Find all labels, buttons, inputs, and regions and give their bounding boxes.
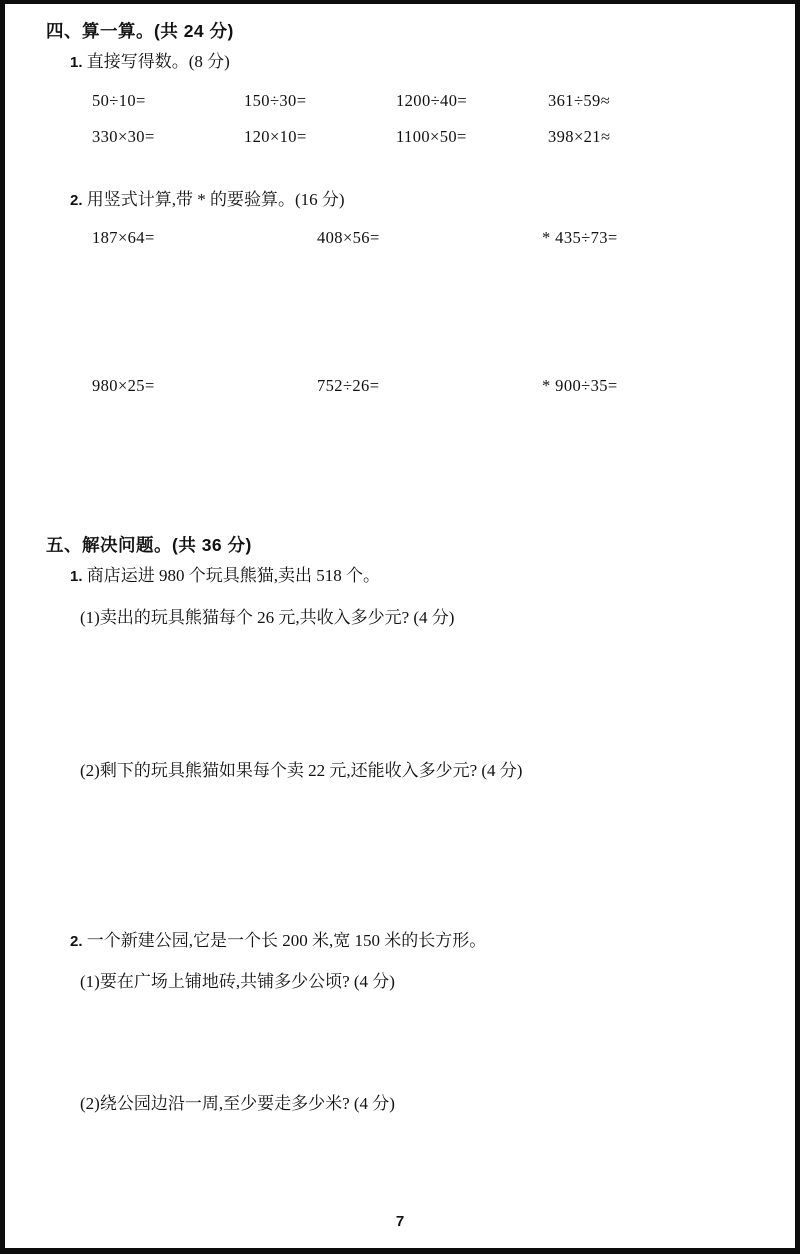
question-number: 1. [70,568,83,585]
question-number: 2. [70,191,83,209]
answer-space [46,995,754,1091]
section-5-question-1-part-1: (1)卖出的玩具熊猫每个 26 元,共收入多少元? (4 分) [80,607,455,627]
expression-cell: * 435÷73= [542,228,618,247]
expression-row [92,127,754,147]
section-4-question-2 [70,187,754,213]
section-4-title: 四、算一算。(共 24 分) [46,21,234,41]
expression-cell: 398×21≈ [548,126,611,146]
spacer [46,953,754,969]
expression-cell: 150÷30= [244,90,307,110]
section-5-question-2-part-2: (2)绕公园边沿一周,至少要走多少米? (4 分) [80,1093,395,1113]
expression-cell: 361÷59≈ [548,90,611,110]
section-5-question-1 [70,563,754,589]
spacer [46,589,754,605]
spacer [46,75,754,91]
expression-row [92,228,754,248]
expression-cell: 408×56= [317,228,380,247]
expression-row [92,91,754,111]
expression-cell: 1100×50= [396,126,467,146]
question-number: 2. [70,932,83,950]
answer-space [46,630,754,758]
expression-cell: 752÷26= [317,376,380,395]
question-text: 直接写得数。(8 分) [86,52,230,71]
expression-cell: 120×10= [244,126,307,146]
expression-cell: 1200÷40= [396,90,468,110]
spacer [46,492,754,532]
expression-cell: 50÷10= [92,90,146,110]
answer-space [46,784,754,912]
expression-row [92,376,754,396]
answer-space [46,248,754,376]
question-number: 1. [70,54,83,71]
answer-space [46,396,754,492]
page-number: 7 [395,1213,405,1230]
section-5-question-2-part-1: (1)要在广场上铺地砖,共铺多少公顷? (4 分) [80,972,395,991]
spacer [46,212,754,228]
expression-cell: 187×64= [92,228,155,247]
question-text: 一个新建公园,它是一个长 200 米,宽 150 米的长方形。 [86,930,487,950]
section-4-question-1 [70,49,754,75]
expression-cell: 980×25= [92,376,155,395]
spacer [46,111,754,127]
section-5-question-2 [70,928,754,954]
question-text: 商店运进 980 个玩具熊猫,卖出 518 个。 [86,566,381,585]
section-5-question-1-part-2: (2)剩下的玩具熊猫如果每个卖 22 元,还能收入多少元? (4 分) [80,761,523,780]
question-text: 用竖式计算,带 * 的要验算。(16 分) [86,189,345,209]
expression-cell: 330×30= [92,126,155,146]
spacer [46,912,754,928]
spacer [46,147,754,187]
expression-cell: * 900÷35= [542,376,618,395]
section-5-title: 五、解决问题。(共 36 分) [46,535,252,555]
